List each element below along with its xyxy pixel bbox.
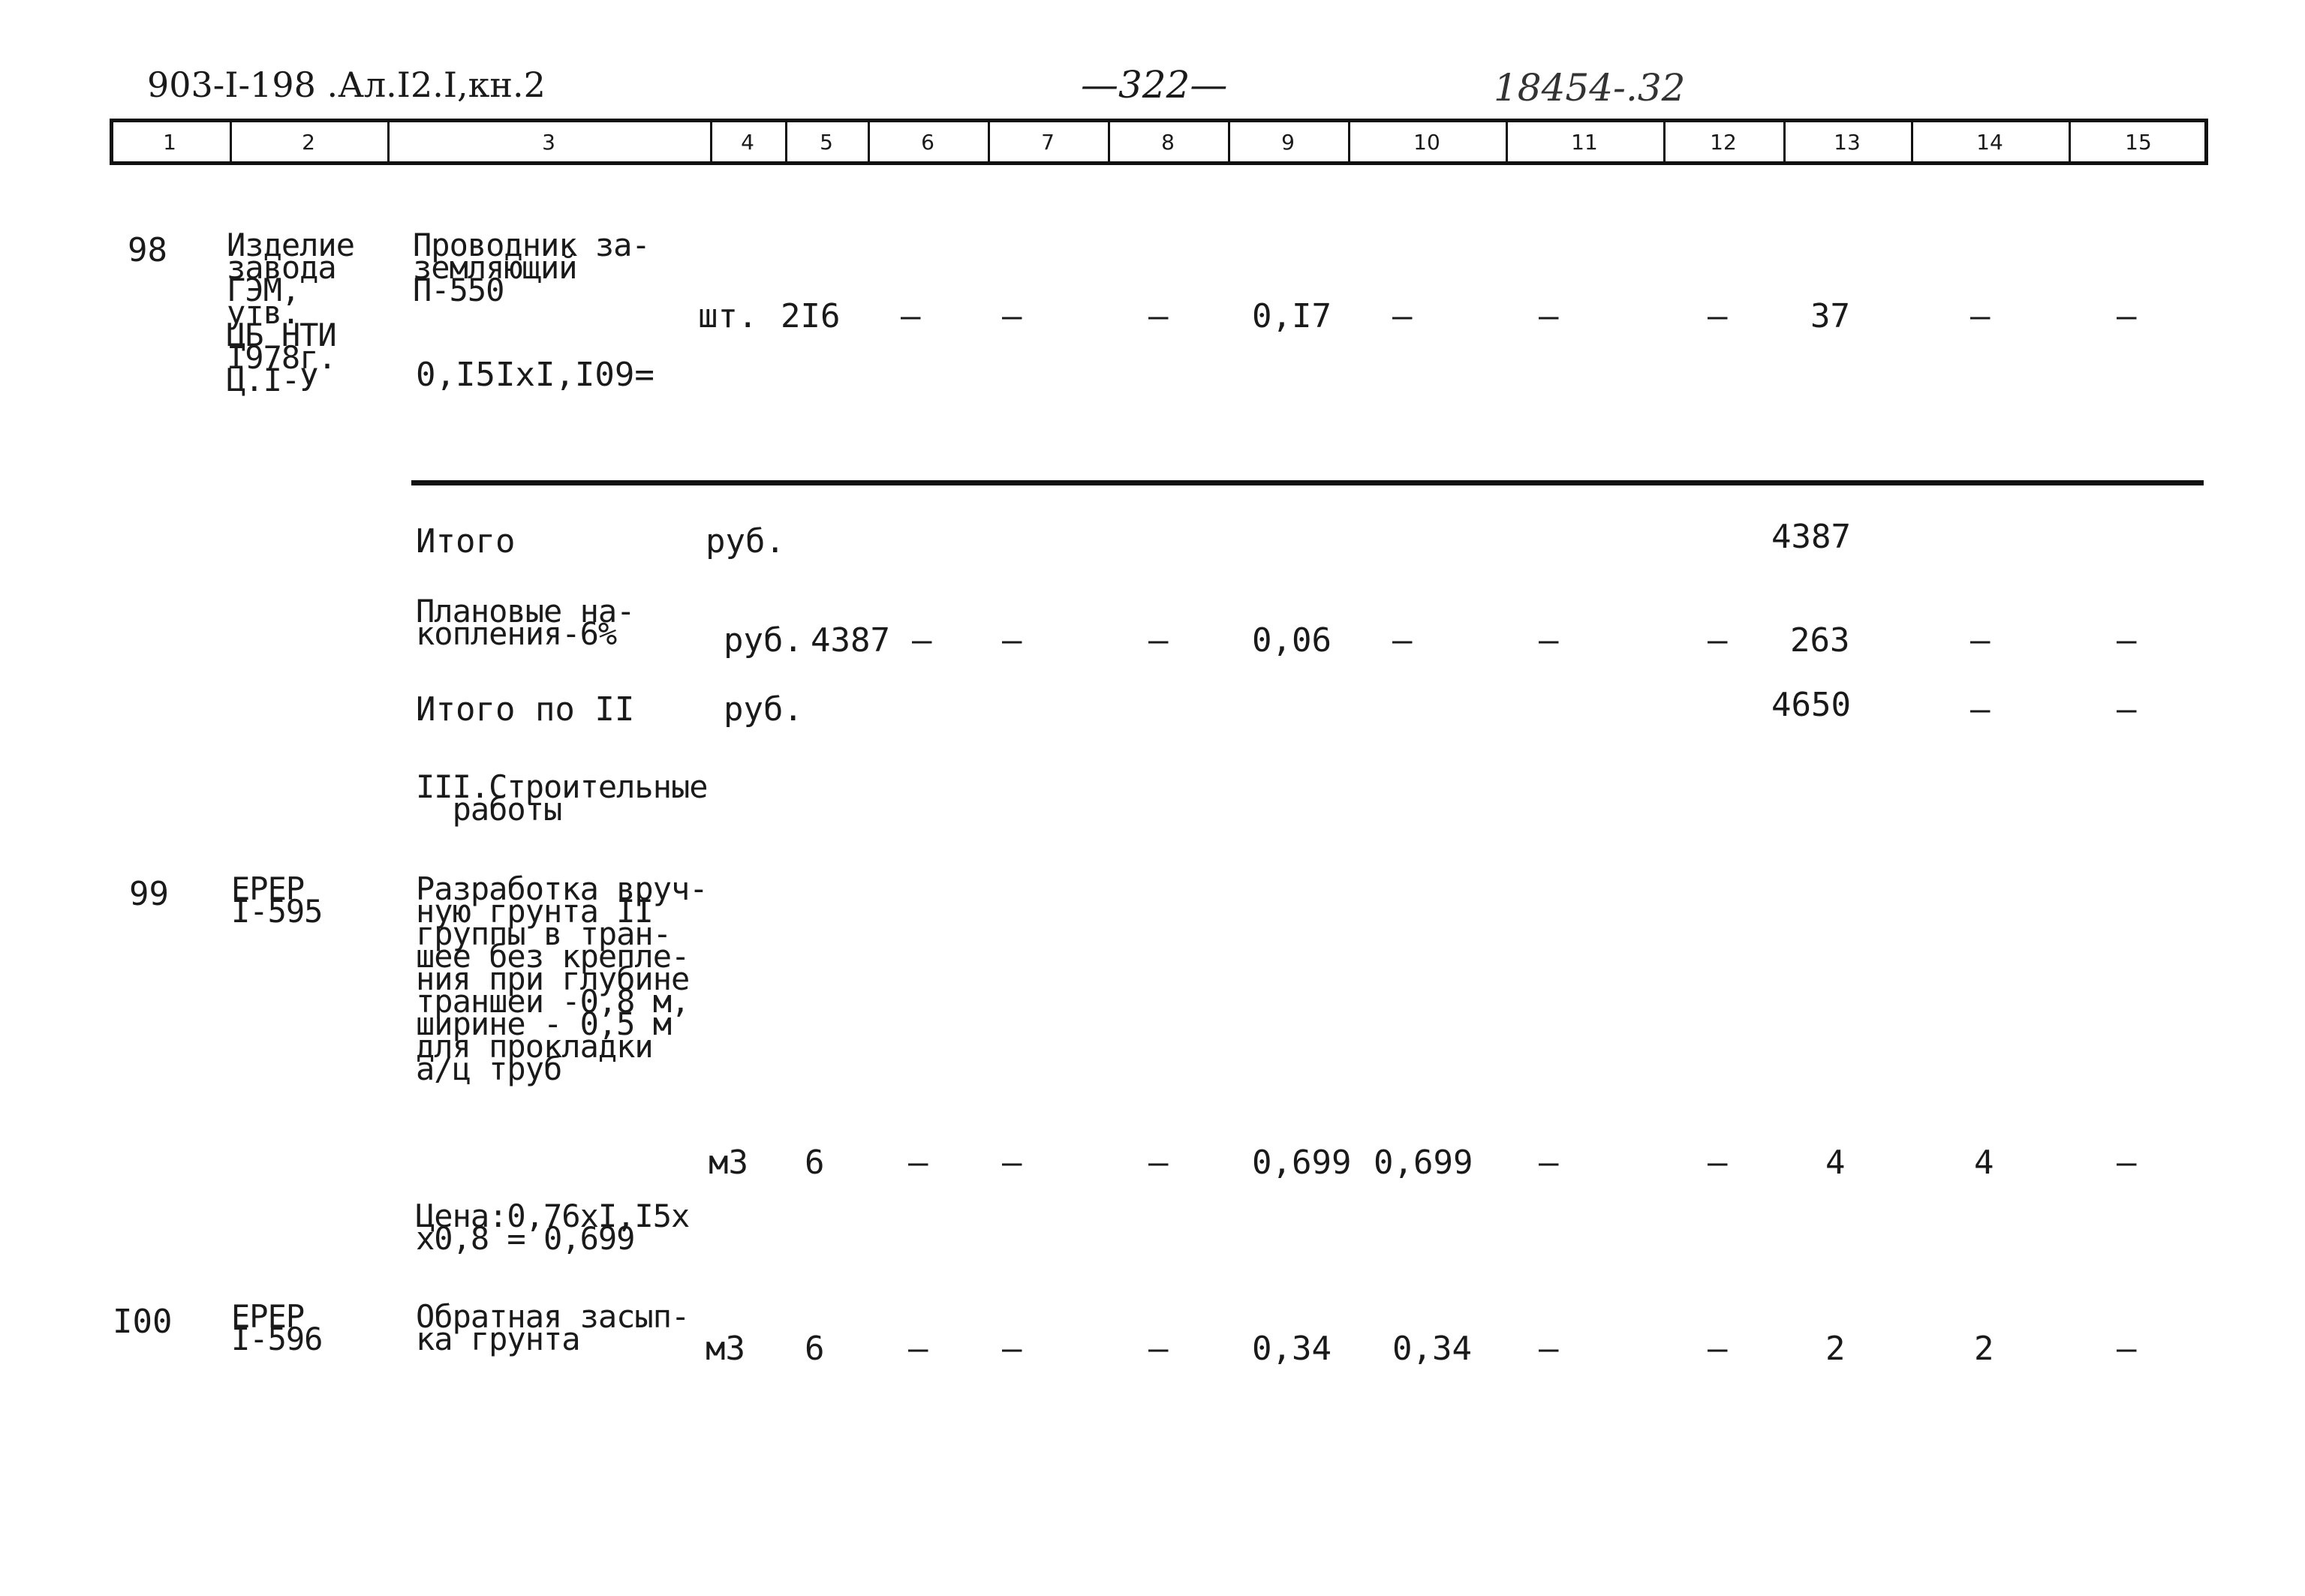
planned-col10: –: [1392, 621, 1413, 660]
cell-col6: –: [901, 297, 921, 335]
cell-col9: 0,34: [1252, 1330, 1332, 1368]
cell-col12: –: [1708, 1330, 1728, 1368]
column-divider: [1108, 120, 1110, 164]
cell-col14: –: [1970, 297, 1991, 335]
column-divider: [988, 120, 990, 164]
row-description: Обратная засып- ка грунта: [416, 1298, 690, 1357]
column-divider: [1663, 120, 1666, 164]
cell-col6: –: [908, 1144, 928, 1182]
row-source: Изделие завода ГЭМ, утв. ЦБ НТИ I978г. Ц.I-У: [227, 227, 355, 398]
cell-col10: 0,699: [1374, 1144, 1473, 1182]
column-number: 6: [921, 130, 934, 155]
cell-col13: 2: [1825, 1330, 1846, 1368]
total-section2-value: 4650: [1771, 686, 1851, 724]
planned-col12: –: [1708, 621, 1728, 660]
row-quantity: 6: [805, 1144, 825, 1182]
cell-col7: –: [1002, 297, 1022, 335]
cell-col9: 0,I7: [1252, 297, 1332, 335]
document-code: 903-I-198 .Ал.I2.I,кн.2: [147, 65, 546, 105]
cell-col14: 2: [1974, 1330, 1994, 1368]
column-number: 10: [1413, 130, 1440, 155]
handwritten-archive-number: 18454-.32: [1494, 66, 1686, 110]
cell-col7: –: [1002, 1330, 1022, 1368]
row-number: 98: [128, 231, 167, 269]
cell-col12: –: [1708, 1144, 1728, 1182]
column-number: 4: [741, 130, 754, 155]
row-number: 99: [129, 875, 169, 913]
planned-col11: –: [1539, 621, 1559, 660]
column-divider: [387, 120, 390, 164]
cell-col8: –: [1148, 297, 1169, 335]
total-section2-col14: –: [1970, 690, 1991, 729]
cell-col10: –: [1392, 297, 1413, 335]
planned-col8: –: [1148, 621, 1169, 660]
cell-col12: –: [1708, 297, 1728, 335]
column-number: 11: [1571, 130, 1598, 155]
section-divider: [411, 480, 2204, 485]
planned-col15: –: [2117, 621, 2137, 660]
row-description: Разработка вруч- ную грунта II группы в тран- шее без крепле- ния при глубине траншеи -0,8 м, ширине - 0,5 м для прокладки а/ц труб: [416, 870, 708, 1087]
planned-col6: –: [912, 621, 932, 660]
cell-col15: –: [2117, 1144, 2137, 1182]
planned-quantity: 4387: [811, 621, 890, 660]
column-divider: [710, 120, 712, 164]
cell-col8: –: [1148, 1330, 1169, 1368]
column-divider: [1506, 120, 1508, 164]
row-description: Проводник за- земляющий П-550: [413, 227, 650, 308]
total-value: 4387: [1771, 518, 1851, 556]
row-quantity: 6: [805, 1330, 825, 1368]
planned-col7: –: [1002, 621, 1022, 660]
cell-col8: –: [1148, 1144, 1169, 1182]
cell-col15: –: [2117, 297, 2137, 335]
column-number: 1: [163, 130, 176, 155]
column-number: 5: [820, 130, 833, 155]
planned-unit: руб.: [724, 621, 803, 660]
total-section2-label: Итого по II: [416, 690, 635, 729]
row-number: I00: [113, 1303, 173, 1341]
row-note: 0,I5IxI,I09=: [416, 356, 654, 394]
total-section2-col15: –: [2117, 690, 2137, 729]
cell-col14: 4: [1974, 1144, 1994, 1182]
planned-col9: 0,06: [1252, 621, 1332, 660]
planned-accumulation-label: Плановые на- копления-6%: [416, 593, 635, 652]
column-number: 15: [2125, 130, 2152, 155]
column-number: 2: [302, 130, 315, 155]
column-number: 9: [1281, 130, 1295, 155]
column-divider: [2069, 120, 2071, 164]
column-number: 12: [1710, 130, 1737, 155]
row-quantity: 2I6: [781, 297, 841, 335]
total-label: Итого: [416, 522, 516, 561]
column-divider: [1911, 120, 1913, 164]
cell-col7: –: [1002, 1144, 1022, 1182]
cell-col6: –: [908, 1330, 928, 1368]
total-section2-unit: руб.: [724, 690, 803, 729]
cell-col10: 0,34: [1392, 1330, 1472, 1368]
cell-col11: –: [1539, 1144, 1559, 1182]
row-unit: шт.: [698, 297, 758, 335]
column-number: 3: [542, 130, 555, 155]
cell-col11: –: [1539, 1330, 1559, 1368]
row-unit: м3: [706, 1330, 745, 1368]
total-unit: руб.: [706, 522, 785, 561]
column-divider: [785, 120, 787, 164]
cell-col13: 37: [1810, 297, 1850, 335]
cell-col11: –: [1539, 297, 1559, 335]
section-title: III.Строительные работы: [416, 768, 708, 828]
column-divider: [1228, 120, 1230, 164]
column-number: 8: [1161, 130, 1175, 155]
page-number: —322—: [1081, 63, 1228, 107]
cell-col9: 0,699: [1252, 1144, 1352, 1182]
row-source: ЕРЕР I-595: [231, 870, 323, 930]
column-divider: [868, 120, 870, 164]
column-number: 13: [1834, 130, 1861, 155]
row-source: ЕРЕР I-596: [231, 1298, 323, 1357]
row-note: Цена:0,76xI,I5x x0,8 = 0,699: [416, 1198, 690, 1257]
column-number: 7: [1041, 130, 1055, 155]
column-divider: [1783, 120, 1786, 164]
planned-col13: 263: [1790, 621, 1850, 660]
cell-col15: –: [2117, 1330, 2137, 1368]
planned-col14: –: [1970, 621, 1991, 660]
row-unit: м3: [709, 1144, 748, 1182]
cell-col13: 4: [1825, 1144, 1846, 1182]
column-number: 14: [1976, 130, 2003, 155]
column-divider: [230, 120, 232, 164]
column-divider: [1348, 120, 1350, 164]
